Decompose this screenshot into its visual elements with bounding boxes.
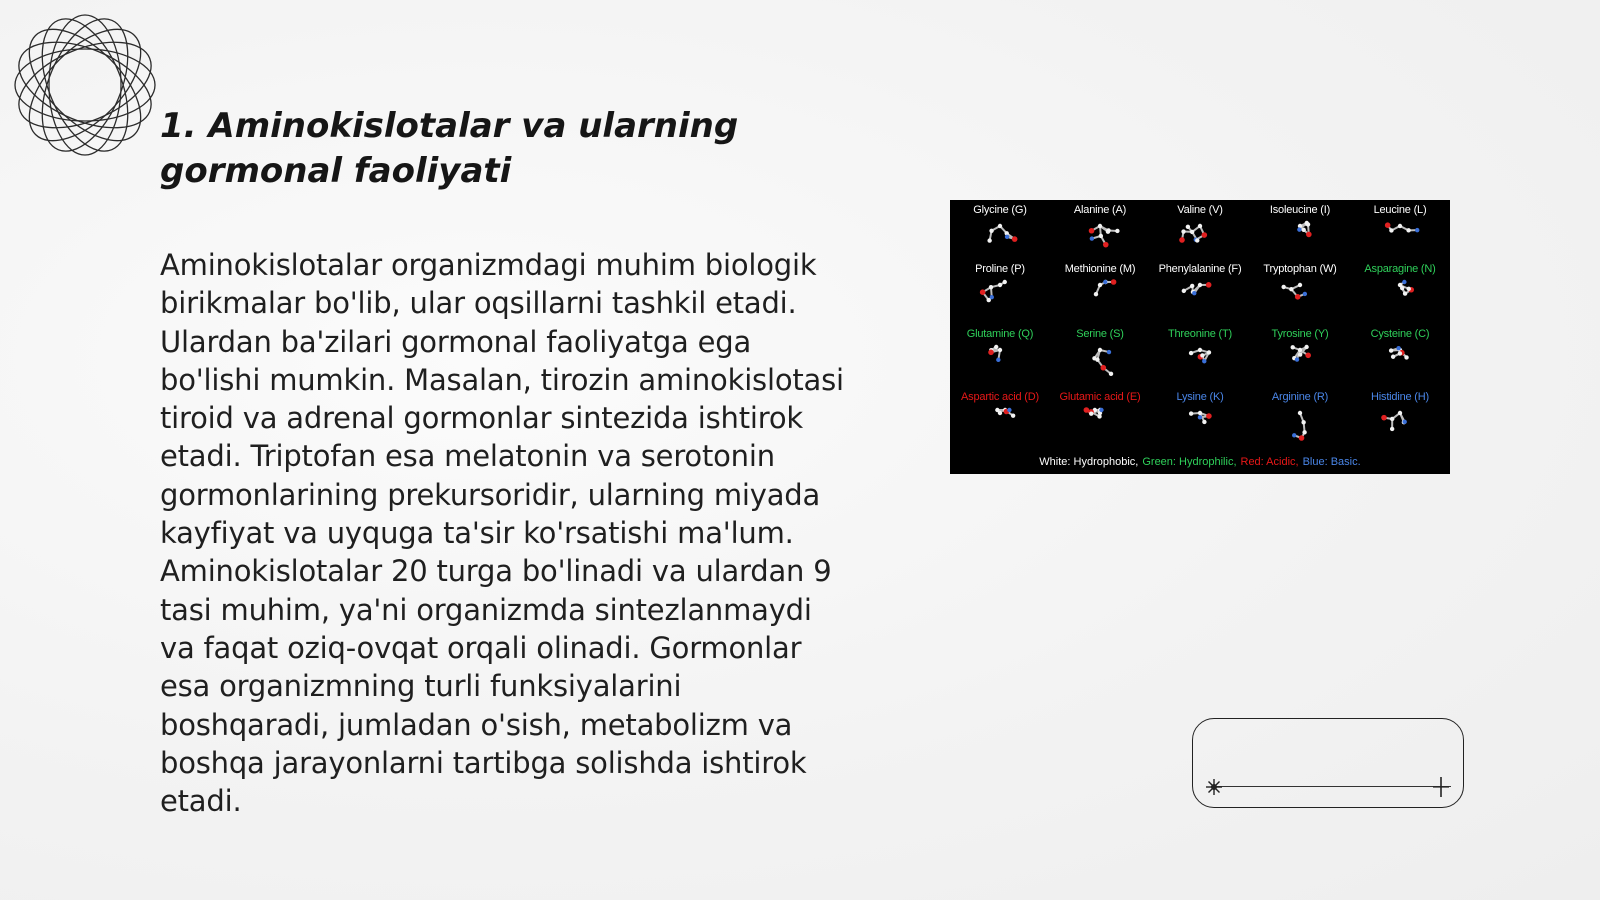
amino-acid-label: Tyrosine (Y)	[1271, 328, 1329, 340]
amino-acid-label: Glycine (G)	[973, 204, 1027, 216]
frame-divider-line	[1211, 786, 1451, 787]
amino-acid-cell	[1250, 327, 1350, 380]
amino-acid-label: Phenylalanine (F)	[1158, 263, 1242, 275]
amino-acid-label: Valine (V)	[1177, 204, 1223, 216]
amino-acid-label: Glutamine (Q)	[966, 328, 1034, 340]
molecule-icon	[1077, 277, 1123, 315]
amino-acid-cell	[1050, 327, 1150, 380]
legend-entry: Red: Acidic,	[1240, 456, 1299, 468]
molecule-icon	[1377, 342, 1423, 380]
molecule-icon	[977, 405, 1023, 443]
decor-ellipse	[10, 25, 160, 145]
amino-acid-label: Methionine (M)	[1064, 263, 1136, 275]
amino-acid-cell	[950, 327, 1050, 380]
amino-acid-cell	[1050, 390, 1150, 443]
amino-acid-cell	[1150, 262, 1250, 315]
amino-acid-label: Leucine (L)	[1373, 204, 1427, 216]
molecule-icon	[1077, 218, 1123, 256]
molecule-icon	[977, 218, 1023, 256]
molecule-icon	[1077, 405, 1123, 443]
amino-acid-cell	[1250, 203, 1350, 256]
amino-acid-cell	[1050, 203, 1150, 256]
molecule-icon	[1277, 277, 1323, 315]
decor-ellipse	[10, 25, 160, 145]
amino-acid-label: Tryptophan (W)	[1263, 263, 1337, 275]
amino-acid-label: Lysine (K)	[1176, 391, 1224, 403]
molecule-icon	[1077, 342, 1123, 380]
amino-acid-cell	[1250, 390, 1350, 443]
amino-acid-cell	[950, 203, 1050, 256]
concentric-circles-icon	[10, 10, 160, 160]
molecule-icon	[1177, 277, 1223, 315]
amino-acid-cell	[950, 262, 1050, 315]
amino-acid-label: Aspartic acid (D)	[961, 391, 1039, 403]
molecule-icon	[1177, 342, 1223, 380]
legend-entry: Green: Hydrophilic,	[1142, 456, 1237, 468]
decorative-frame	[1192, 718, 1464, 808]
amino-acid-label: Proline (P)	[975, 263, 1025, 275]
amino-acid-cell	[1250, 262, 1350, 315]
decor-ellipse	[10, 10, 160, 160]
molecule-icon	[977, 342, 1023, 380]
molecule-icon	[1377, 218, 1423, 256]
amino-acid-cell	[1150, 203, 1250, 256]
amino-acid-label: Threonine (T)	[1167, 328, 1233, 340]
decor-ellipse	[15, 49, 155, 121]
sparkle-icon	[1205, 778, 1223, 796]
molecule-icon	[1177, 405, 1223, 443]
amino-acid-cell	[1150, 390, 1250, 443]
decor-ellipse	[49, 15, 121, 155]
color-legend	[950, 456, 1450, 468]
amino-acid-cell	[1350, 203, 1450, 256]
amino-acid-cell	[1350, 327, 1450, 380]
molecule-icon	[1177, 218, 1223, 256]
amino-acids-grid	[950, 200, 1450, 450]
amino-acid-cell	[1350, 262, 1450, 315]
legend-entry: Blue: Basic.	[1302, 456, 1361, 468]
amino-acids-image	[950, 200, 1450, 474]
amino-acid-cell	[1050, 262, 1150, 315]
amino-acid-label: Glutamic acid (E)	[1059, 391, 1141, 403]
molecule-icon	[1377, 405, 1423, 443]
amino-acid-cell	[950, 390, 1050, 443]
amino-acid-label: Isoleucine (I)	[1269, 204, 1331, 216]
molecule-icon	[977, 277, 1023, 315]
legend-entry: White: Hydrophobic,	[1039, 456, 1139, 468]
amino-acid-cell	[1150, 327, 1250, 380]
decor-ellipse	[10, 10, 160, 160]
plus-icon	[1429, 775, 1453, 799]
body-paragraph: Aminokislotalar organizmdagi muhim biologik birikmalar bo'lib, ular oqsillarni tashkil etadi. Ulardan ba'zilari gormonal faoliyatga ega bo'lishi mumkin. Masalan, tirozin aminokislotasi tiroid va adrenal gormonlar sintezida ishtirok etadi. Triptofan esa melatonin va serotonin gormonlarining prekursoridir, ularning miyada kayfiyat va uyquga ta'sir ko'rsatishi ma'lum. Aminokislotalar 20 turga bo'linadi va ulardan 9 tasi muhim, ya'ni organizmda sintezlanmaydi va faqat oziq-ovqat orqali olinadi. Gormonlar esa organizmning turli funksiyalarini boshqaradi, jumladan o'sish, metabolizm va boshqa jarayonlarni tartibga solishda ishtirok etadi.	[160, 248, 844, 819]
molecule-icon	[1277, 218, 1323, 256]
amino-acid-cell	[1350, 390, 1450, 443]
molecule-icon	[1277, 405, 1323, 443]
decor-ellipse	[25, 10, 145, 160]
amino-acid-label: Arginine (R)	[1271, 391, 1329, 403]
slide-title: 1. Aminokislotalar va ularning gormonal faoliyati	[160, 106, 739, 191]
amino-acid-label: Histidine (H)	[1371, 391, 1429, 403]
molecule-icon	[1377, 277, 1423, 315]
molecule-icon	[1277, 342, 1323, 380]
amino-acid-label: Alanine (A)	[1073, 204, 1127, 216]
amino-acid-label: Asparagine (N)	[1364, 263, 1436, 275]
amino-acid-label: Cysteine (C)	[1370, 328, 1430, 340]
amino-acid-label: Serine (S)	[1076, 328, 1124, 340]
decor-ellipse	[25, 10, 145, 160]
